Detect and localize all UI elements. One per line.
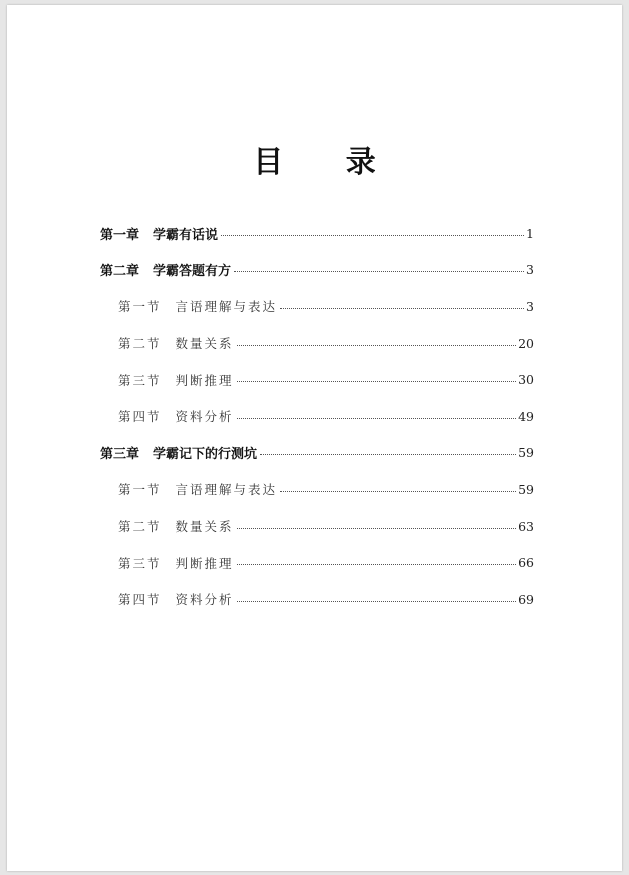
toc-entry-number: 第三节	[118, 372, 162, 388]
toc-entry-number: 第三章	[100, 447, 140, 463]
toc-entry-page: 63	[518, 518, 534, 534]
toc-entry-page: 59	[518, 445, 534, 461]
toc-entry[interactable]	[100, 508, 534, 545]
toc-entry-title: 学霸答题有方	[153, 264, 232, 280]
toc-entry[interactable]	[100, 435, 534, 472]
toc-entry-page: 49	[518, 408, 534, 424]
toc-entry-title: 学霸记下的行测坑	[153, 447, 258, 463]
toc-entry-page: 3	[526, 298, 534, 314]
toc-entry-number: 第一章	[100, 227, 140, 243]
toc-entry-number: 第三节	[118, 555, 162, 571]
dot-leader	[260, 454, 516, 455]
toc-entry-title: 言语理解与表达	[175, 482, 278, 498]
toc-entry-number: 第二节	[118, 336, 162, 352]
toc-entry-number: 第四节	[118, 592, 162, 608]
toc-entry-title: 数量关系	[175, 519, 234, 535]
toc-entry[interactable]	[100, 325, 534, 362]
toc-entry-title: 资料分析	[175, 592, 234, 608]
dot-leader	[237, 418, 517, 419]
toc-entry-page: 1	[526, 225, 534, 241]
toc-entry-title: 数量关系	[175, 336, 234, 352]
toc-entry-title: 言语理解与表达	[175, 299, 278, 315]
toc-entry[interactable]	[100, 471, 534, 508]
dot-leader	[280, 308, 524, 309]
dot-leader	[237, 345, 517, 346]
toc-entry[interactable]	[100, 398, 534, 435]
dot-leader	[237, 601, 517, 602]
toc-entry[interactable]	[100, 252, 534, 289]
toc-entry-title: 学霸有话说	[153, 227, 219, 243]
toc-entry-number: 第二节	[118, 519, 162, 535]
page-title: 目 录	[253, 145, 402, 180]
toc-entry-number: 第一节	[118, 482, 162, 498]
toc-entry[interactable]	[100, 581, 534, 618]
toc-entry[interactable]	[100, 215, 534, 252]
dot-leader	[234, 271, 524, 272]
document-page	[7, 5, 622, 871]
toc-entry-number: 第四节	[118, 409, 162, 425]
toc-entry-page: 3	[526, 262, 534, 278]
dot-leader	[280, 491, 516, 492]
dot-leader	[237, 528, 517, 529]
toc-entry[interactable]	[100, 288, 534, 325]
toc-entry-page: 59	[518, 481, 534, 497]
dot-leader	[237, 564, 517, 565]
dot-leader	[237, 381, 517, 382]
dot-leader	[221, 235, 524, 236]
toc-entry[interactable]	[100, 361, 534, 398]
table-of-contents	[100, 215, 534, 618]
toc-entry-title: 资料分析	[175, 409, 234, 425]
toc-entry-number: 第一节	[118, 299, 162, 315]
toc-entry-page: 66	[518, 555, 534, 571]
toc-entry[interactable]	[100, 544, 534, 581]
toc-entry-number: 第二章	[100, 264, 140, 280]
toc-entry-title: 判断推理	[175, 555, 234, 571]
toc-entry-title: 判断推理	[175, 372, 234, 388]
toc-entry-page: 30	[518, 372, 534, 388]
toc-entry-page: 69	[518, 591, 534, 607]
toc-entry-page: 20	[518, 335, 534, 351]
